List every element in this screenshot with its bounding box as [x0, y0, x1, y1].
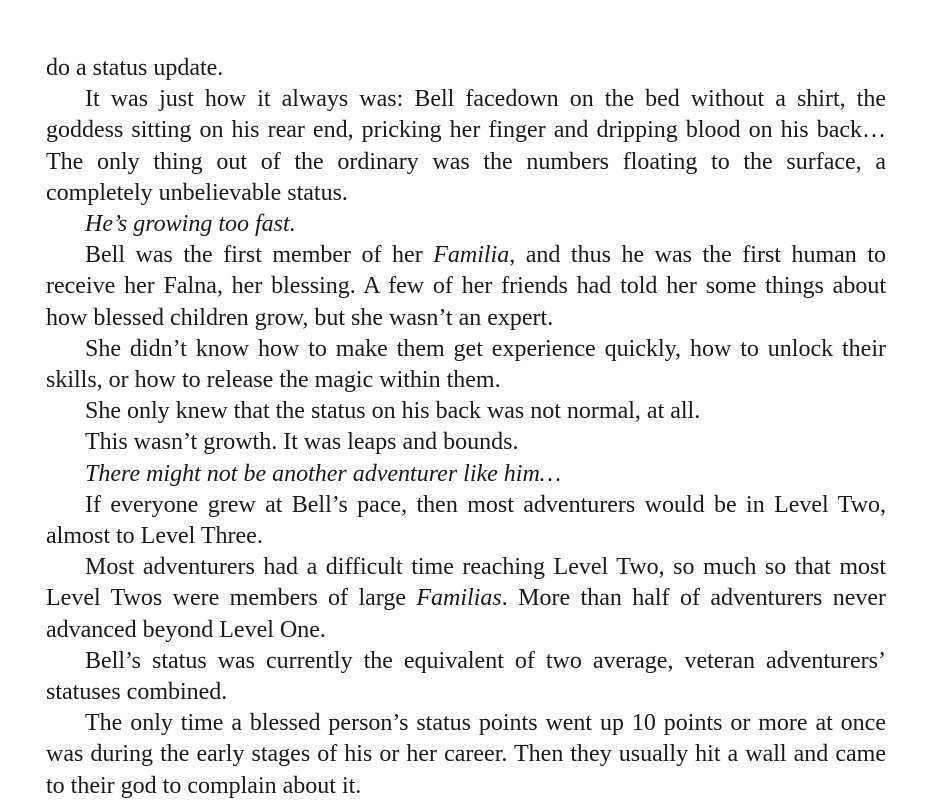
text-run: , and thus he was the first human to receive her Falna, her blessing. A few of her friends had told her some things about how blessed children grow, but she wasn’t an expert. — [46, 242, 886, 331]
paragraph-4 — [46, 240, 886, 334]
italic-text: Familias — [416, 585, 502, 612]
italic-text: There might not be another adventurer like him… — [85, 460, 562, 487]
text-run: Most adventurers had a difficult time reaching Level Two, so much so that most Level Twos were members of large — [46, 554, 886, 612]
text-run: She only knew that the status on his back was not normal, at all. — [85, 398, 701, 425]
italic-text: Familia — [433, 242, 510, 269]
paragraph-1 — [46, 53, 886, 84]
paragraph-11 — [46, 646, 886, 708]
text-run: The only time a blessed person’s status points went up 10 points or more at once was during the early stages of his or her career. Then they usually hit a wall and came to their god to complain about it. — [46, 710, 886, 799]
paragraph-10 — [46, 552, 886, 646]
paragraph-9 — [46, 490, 886, 552]
paragraph-5 — [46, 334, 886, 396]
paragraph-8 — [46, 459, 886, 490]
paragraph-2 — [46, 84, 886, 209]
text-body — [46, 53, 886, 802]
paragraph-12 — [46, 708, 886, 802]
text-run: She didn’t know how to make them get experience quickly, how to unlock their skills, or how to release the magic within them. — [46, 335, 886, 394]
text-run: Bell was the first member of her — [85, 242, 434, 269]
text-run: Bell’s status was currently the equivalent of two average, veteran adventurers’ statuses combined. — [46, 647, 886, 706]
text-run: . More than half of adventurers never advanced beyond Level One. — [46, 585, 886, 643]
text-run: It was just how it always was: Bell facedown on the bed without a shirt, the goddess sitting on his rear end, pricking her finger and dripping blood on his back… The only thing out of the ordinary was the numbers floating to the surface, a completely unbelievable status. — [46, 86, 886, 206]
text-run: This wasn’t growth. It was leaps and bounds. — [85, 429, 519, 456]
paragraph-3 — [46, 209, 886, 240]
text-run: do a status update. — [46, 55, 224, 81]
paragraph-6 — [46, 396, 886, 427]
italic-text: He’s growing too fast. — [85, 211, 296, 238]
text-run: If everyone grew at Bell’s pace, then most adventurers would be in Level Two, almost to Level Three. — [46, 491, 886, 550]
paragraph-7 — [46, 427, 886, 458]
